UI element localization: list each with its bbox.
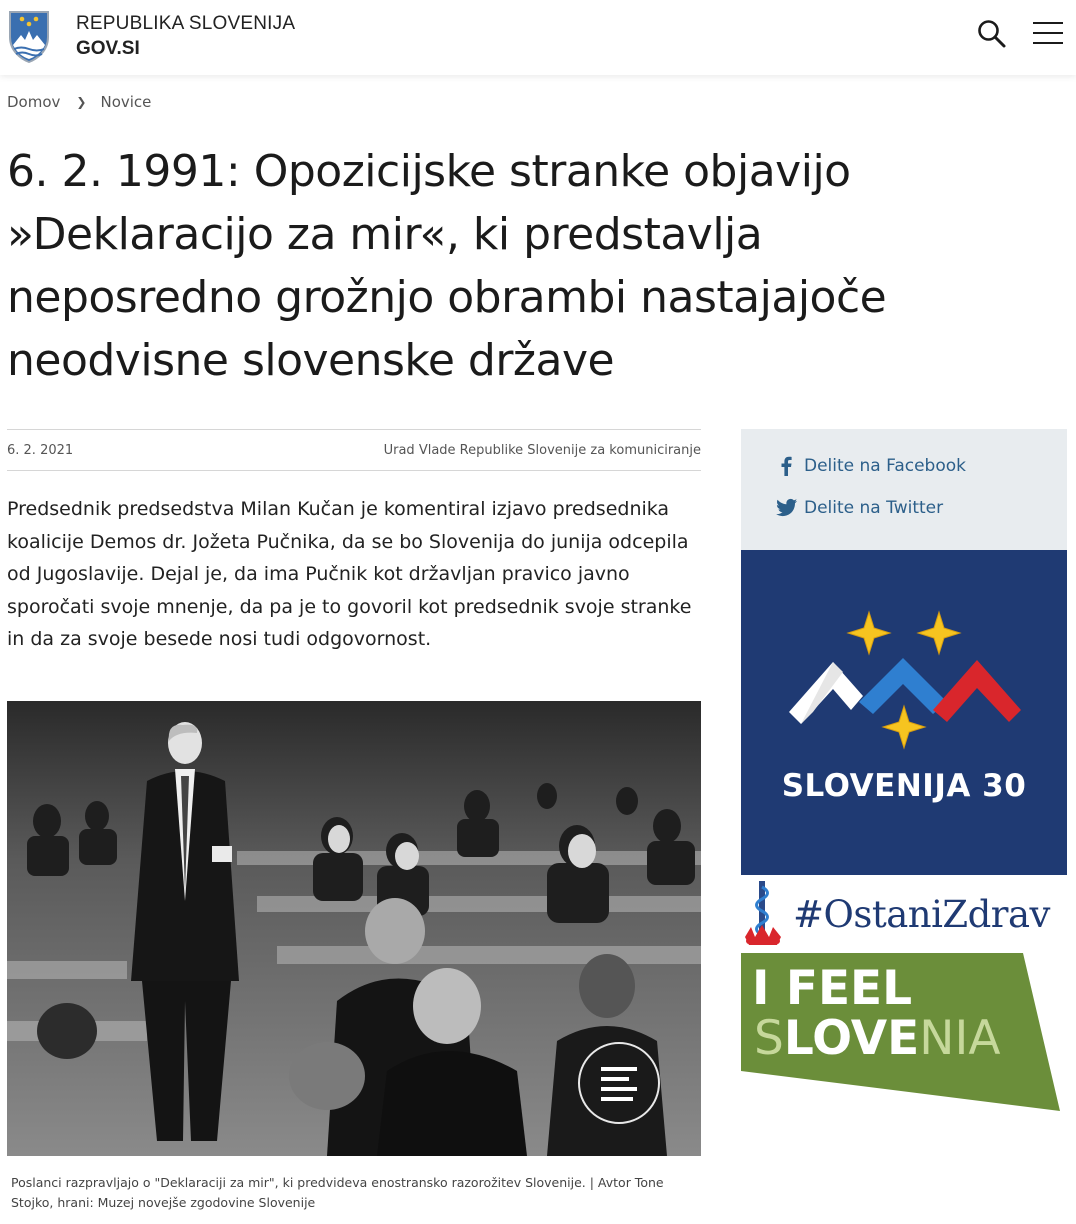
parliament-photo-image — [7, 701, 701, 1156]
slovenija-30-label: SLOVENIJA 30 — [781, 768, 1027, 804]
logo-subtitle: GOV.SI — [76, 38, 140, 59]
rod-of-asclepius-icon — [741, 877, 785, 947]
share-facebook-label: Delite na Facebook — [804, 456, 966, 476]
search-button[interactable] — [976, 18, 1008, 50]
ostani-zdrav-banner[interactable] — [741, 877, 1067, 947]
share-twitter-label: Delite na Twitter — [804, 498, 944, 518]
twitter-icon — [776, 498, 798, 518]
i-feel-label: I FEEL — [752, 961, 913, 1016]
share-box — [741, 429, 1067, 550]
breadcrumb — [7, 93, 151, 111]
menu-button[interactable] — [1033, 20, 1065, 48]
ostani-zdrav-label: #OstaniZdrav — [793, 893, 1050, 936]
article-meta — [7, 429, 701, 471]
coat-of-arms-icon — [7, 9, 51, 63]
breadcrumb-home[interactable]: Domov — [7, 93, 61, 111]
article-lead: Predsednik predsedstva Milan Kučan je komentiral izjavo predsednika koalicije Demos dr. Jožeta Pučnika, da se bo Slovenija do junija odcepila od Jugoslavije. Dejal je, da ima Pučnik kot državljan pravico javno sporočati svoje mnenje, da pa je to govoril kot predsednik svoje stranke in da za svoje besede nosi tudi odgovornost. — [7, 498, 692, 650]
slovenija-30-logo-icon — [741, 550, 1067, 760]
slovenija-30-banner[interactable] — [741, 550, 1067, 875]
page-title: 6. 2. 1991: Opozicijske stranke objavijo »Deklaracijo za mir«, ki predstavlja neposredno grožnjo obrambi nastajajoče neodvisne slovenske države — [7, 146, 887, 386]
slovenia-label-nia: NIA — [919, 1011, 1001, 1066]
facebook-icon — [776, 456, 798, 476]
logo-title: REPUBLIKA SLOVENIJA — [76, 13, 296, 34]
i-feel-slovenia-banner[interactable] — [741, 953, 1067, 1113]
breadcrumb-news[interactable]: Novice — [100, 93, 152, 111]
article-date: 6. 2. 2021 — [7, 442, 74, 458]
article-publisher: Urad Vlade Republike Slovenije za komuniciranje — [383, 442, 701, 458]
chevron-right-icon: ❯ — [76, 95, 87, 109]
slovenia-label-love: LOVE — [783, 1011, 920, 1066]
share-facebook-link[interactable] — [776, 456, 966, 476]
logo-text — [76, 13, 295, 60]
photo-caption: Poslanci razpravljajo o "Deklaraciji za mir", ki predvideva enostransko razorožitev Slovenije. | Avtor Tone Stojko, hrani: Muzej novejše zgodovine Slovenije — [11, 1175, 664, 1210]
search-icon — [976, 18, 1008, 50]
home-logo-link[interactable] — [7, 9, 295, 63]
share-twitter-link[interactable] — [776, 498, 943, 518]
slovenia-label-s: S — [754, 1011, 784, 1066]
hamburger-menu-icon — [1033, 20, 1065, 48]
slovenia-label — [754, 1011, 1000, 1066]
site-header — [0, 0, 1076, 75]
article-photo[interactable] — [7, 701, 701, 1156]
